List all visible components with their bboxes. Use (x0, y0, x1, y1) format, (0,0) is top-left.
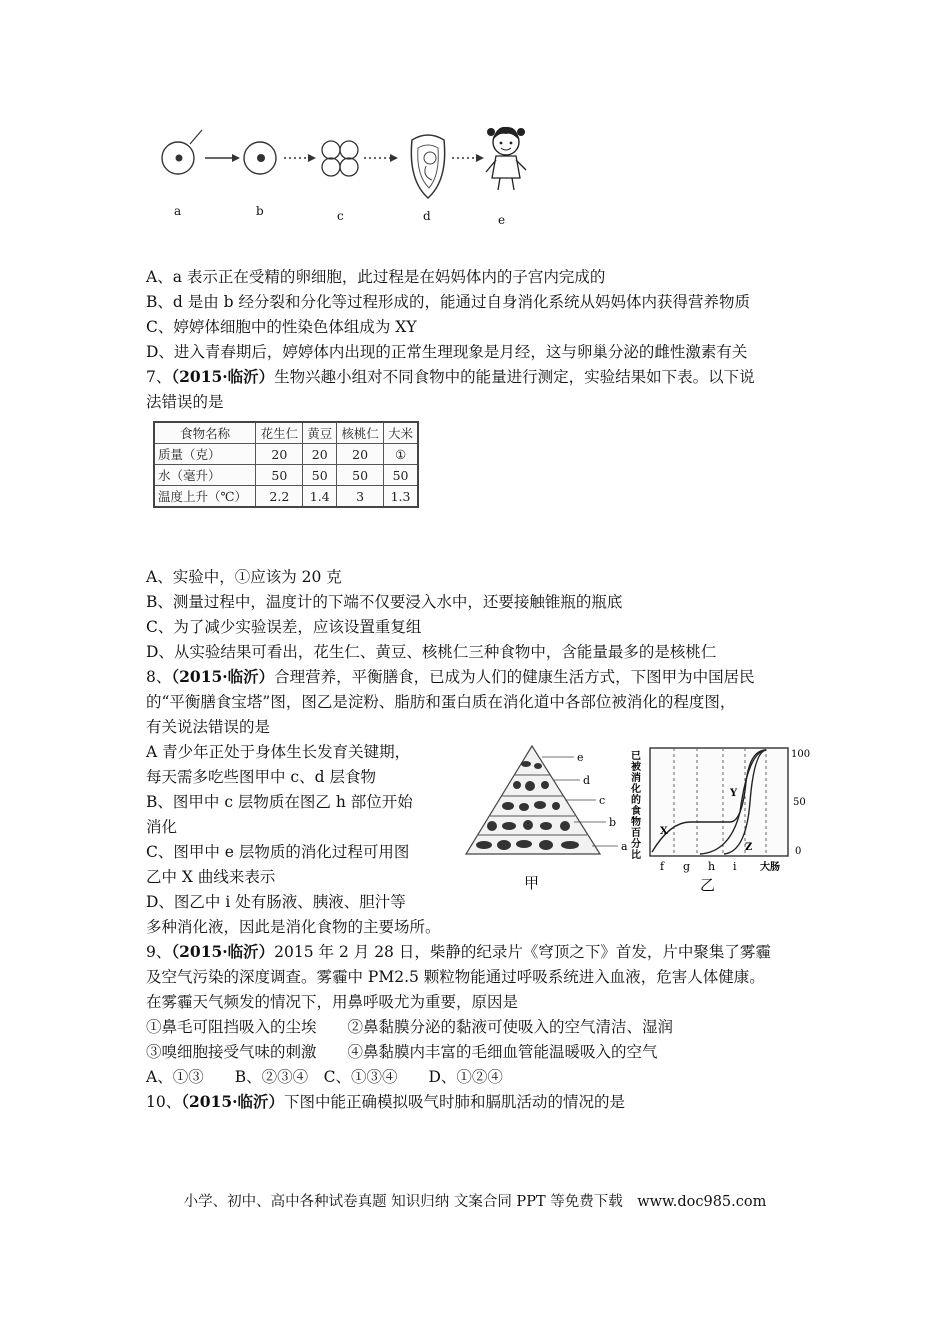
pyramid-label-d: d (583, 774, 591, 787)
table-header-row (154, 422, 418, 444)
q8-option-line: C、图甲中 e 层物质的消化过程可用图 (146, 843, 410, 861)
table-row (154, 465, 418, 486)
dev-label-b: b (256, 204, 264, 218)
q7-option-b: B、测量过程中，温度计的下端不仅要浸入水中，还要接触锥瓶的瓶底 (146, 593, 623, 611)
girl-e (486, 127, 526, 190)
food-energy-table (153, 421, 419, 508)
q8-option-line: 每天需多吃些图甲中 c、d 层食物 (146, 768, 376, 786)
q9-stem (146, 941, 771, 963)
q10-stem (146, 1091, 625, 1113)
zygote-b (244, 142, 276, 174)
q8-source: （2015·临沂） (171, 667, 275, 686)
table-cell: 50 (384, 465, 418, 486)
q9-stem-line1: 2015 年 2 月 28 日，柴静的纪录片《穹顶之下》首发，片中聚集了雾霾 (274, 943, 771, 961)
q7-stem (146, 366, 755, 388)
y-tick-0: 0 (795, 846, 802, 857)
table-cell: 50 (256, 465, 303, 486)
pyramid-label-c: c (599, 794, 606, 807)
table-cell: 2.2 (256, 486, 303, 508)
arrow-dotted (452, 154, 484, 162)
q6-option-a: A、a 表示正在受精的卵细胞，此过程是在妈妈体内的子宫内完成的 (146, 268, 606, 286)
table-header: 花生仁 (256, 422, 303, 444)
q9-statements-1: ①鼻毛可阻挡吸入的尘埃 ②鼻黏膜分泌的黏液可使吸入的空气清洁、湿润 (146, 1018, 674, 1036)
q8-stem (146, 666, 755, 688)
x-tick-g: g (683, 860, 691, 873)
table-cell: 20 (256, 444, 303, 465)
q8-option-line: A 青少年正处于身体生长发育关键期， (146, 743, 411, 761)
table-cell: 50 (337, 465, 384, 486)
q8-stem-line1: 合理营养，平衡膳食，已成为人们的健康生活方式，下图甲为中国居民 (274, 668, 755, 686)
q9-options: A、①③ B、②③④ C、①③④ D、①②④ (146, 1068, 503, 1086)
table-cell: 温度上升（℃） (154, 486, 256, 508)
y-tick-100: 100 (791, 749, 811, 760)
q10-number: 10、 (146, 1093, 182, 1111)
q8-option-line: 多种消化液，因此是消化食物的主要场所。 (146, 918, 441, 936)
q9-stem-line3: 在雾霾天气频发的情况下，用鼻呼吸尤为重要，原因是 (146, 993, 519, 1011)
q8-stem-line2: 的“平衡膳食宝塔”图，图乙是淀粉、脂肪和蛋白质在消化道中各部位被消化的程度图， (146, 693, 736, 711)
q8-option-line: 乙中 X 曲线来表示 (146, 868, 276, 886)
q8-option-line: B、图甲中 c 层物质在图乙 h 部位开始 (146, 793, 413, 811)
q6-option-d: D、进入青春期后，婷婷体内出现的正常生理现象是月经，这与卵巢分泌的雌性激素有关 (146, 343, 748, 361)
q8-number: 8、 (146, 668, 172, 686)
dev-label-c: c (337, 209, 344, 223)
digestion-chart-figure (630, 742, 818, 894)
q7-source: （2015·临沂） (171, 367, 275, 386)
embryo-cells-c (322, 141, 358, 176)
pyramid-label-a: a (621, 840, 628, 853)
page-footer: 小学、初中、高中各种试卷真题 知识归纳 文案合同 PPT 等免费下载 www.doc985.com (183, 1194, 767, 1210)
x-tick-i: i (733, 860, 737, 873)
figure-yi-caption: 乙 (700, 876, 716, 894)
digestion-ylabel: 已被消化的食物百分比 (628, 750, 640, 860)
q7-number: 7、 (146, 368, 172, 386)
table-row (154, 486, 418, 508)
q8-option-line: 消化 (146, 818, 178, 836)
food-pyramid-figure (462, 742, 634, 892)
table-cell: 3 (337, 486, 384, 508)
x-tick-f: f (660, 860, 665, 873)
q9-statements-2: ③嗅细胞接受气味的刺激 ④鼻黏膜内丰富的毛细血管能温暖吸入的空气 (146, 1043, 658, 1061)
q10-source: （2015·临沂） (181, 1092, 285, 1111)
q7-option-a: A、实验中，①应该为 20 克 (146, 568, 342, 586)
pyramid-label-b: b (609, 816, 617, 829)
table-header: 核桃仁 (337, 422, 384, 444)
pyramid-label-e: e (577, 751, 584, 764)
q6-option-b: B、d 是由 b 经分裂和分化等过程形成的，能通过自身消化系统从妈妈体内获得营养物质 (146, 293, 751, 311)
table-header: 大米 (384, 422, 418, 444)
q8-option-line: D、图乙中 i 处有肠液、胰液、胆汁等 (146, 893, 406, 911)
table-header: 黄豆 (303, 422, 337, 444)
dev-label-d: d (423, 209, 431, 223)
table-cell: 50 (303, 465, 337, 486)
table-cell: 水（毫升） (154, 465, 256, 486)
arrow-dotted (284, 154, 316, 162)
q9-stem-line2: 及空气污染的深度调查。雾霾中 PM2.5 颗粒物能通过呼吸系统进入血液，危害人体健康。 (146, 968, 765, 986)
curve-label-y: Y (730, 788, 738, 799)
dev-label-e: e (498, 213, 506, 227)
q10-stem-text: 下图中能正确模拟吸气时肺和膈肌活动的情况的是 (284, 1093, 626, 1111)
egg-cell-a (162, 130, 202, 174)
q7-option-d: D、从实验结果可看出，花生仁、黄豆、核桃仁三种食物中，含能量最多的是核桃仁 (146, 643, 717, 661)
table-header: 食物名称 (154, 422, 256, 444)
table-row (154, 444, 418, 465)
table-cell: 1.4 (303, 486, 337, 508)
q7-stem-line1: 生物兴趣小组对不同食物中的能量进行测定，实验结果如下表。以下说 (274, 368, 755, 386)
q6-option-c: C、婷婷体细胞中的性染色体组成为 XY (146, 318, 417, 336)
table-cell: 20 (337, 444, 384, 465)
arrow-dotted (364, 154, 398, 162)
y-tick-50: 50 (793, 797, 806, 808)
table-cell: 20 (303, 444, 337, 465)
q8-stem-line3: 有关说法错误的是 (146, 718, 271, 736)
x-tick-large-intestine: 大肠 (760, 862, 780, 873)
fetus-d (411, 135, 444, 198)
curve-label-z: Z (745, 842, 753, 853)
dev-label-a: a (174, 204, 182, 218)
table-cell: ① (384, 444, 418, 465)
q9-source: （2015·临沂） (171, 942, 275, 961)
q9-number: 9、 (146, 943, 172, 961)
curve-label-x: X (660, 826, 668, 837)
table-cell: 1.3 (384, 486, 418, 508)
x-tick-h: h (708, 860, 716, 873)
arrow-solid (205, 154, 240, 162)
table-cell: 质量（克） (154, 444, 256, 465)
q7-option-c: C、为了减少实验误差，应该设置重复组 (146, 618, 422, 636)
figure-jia-caption: 甲 (524, 874, 540, 892)
q7-stem-line2: 法错误的是 (146, 393, 224, 411)
